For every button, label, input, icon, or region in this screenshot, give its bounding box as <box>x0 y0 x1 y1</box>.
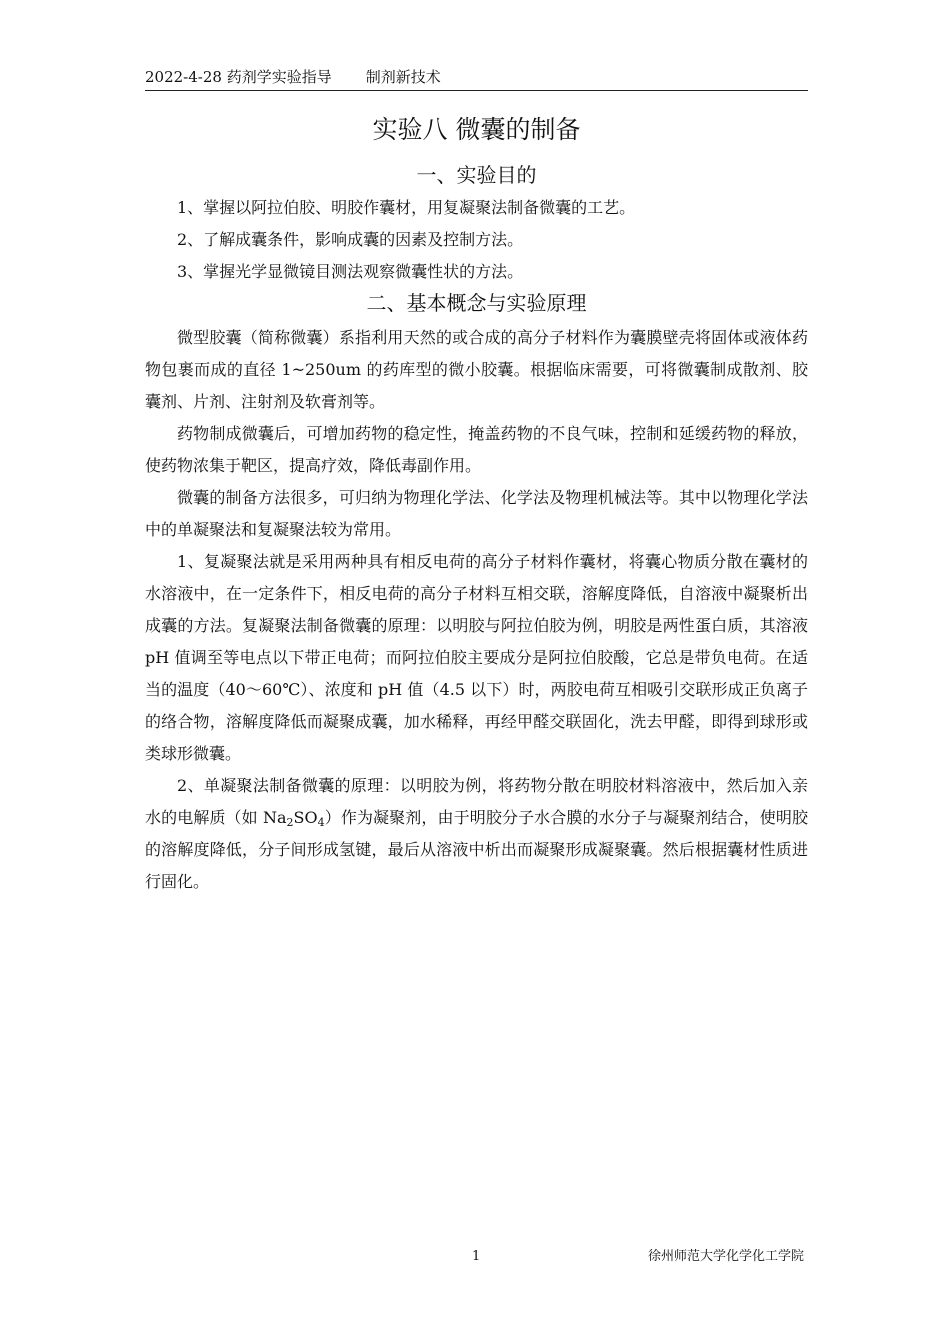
header-left: 2022-4-28 药剂学实验指导 <box>145 68 332 86</box>
footer-institution: 徐州师范大学化学化工学院 <box>647 1249 804 1264</box>
body-paragraph-simple-coacervation <box>145 770 808 898</box>
page-content <box>145 110 808 898</box>
objective-item: 3、掌握光学显微镜目测法观察微囊性状的方法。 <box>177 262 524 281</box>
section-heading-principles: 二、基本概念与实验原理 <box>366 291 587 315</box>
body-paragraph: 药物制成微囊后，可增加药物的稳定性，掩盖药物的不良气味，控制和延缓药物的释放，使药物浓集于靶区，提高疗效，降低毒副作用。 <box>145 424 808 475</box>
chem-formula-so: SO <box>293 808 318 827</box>
page-title: 实验八 微囊的制备 <box>372 115 581 144</box>
objective-item: 2、了解成囊条件，影响成囊的因素及控制方法。 <box>177 230 524 249</box>
p5-text-before: 2、单凝聚法制备微囊的原理：以明胶为例，将药物分散在明胶材料溶液中，然后加入亲水的电解质（如 <box>145 776 808 827</box>
section-heading-objectives: 一、实验目的 <box>416 163 537 187</box>
body-paragraph: 微型胶囊（简称微囊）系指利用天然的或合成的高分子材料作为囊膜壁壳将固体或液体药物包裹而成的直径 1~250um 的药库型的微小胶囊。根据临床需要，可将微囊制成散剂、胶囊剂、片剂、注射剂及软膏剂等。 <box>145 328 808 411</box>
objective-item: 1、掌握以阿拉伯胶、明胶作囊材，用复凝聚法制备微囊的工艺。 <box>177 198 636 217</box>
running-header <box>145 66 808 91</box>
chem-subscript: 2 <box>286 816 294 829</box>
p5-text-after: ）作为凝聚剂，由于明胶分子水合膜的水分子与凝聚剂结合，使明胶的溶解度降低，分子间形成氢键，最后从溶液中析出而凝聚形成凝聚囊。然后根据囊材性质进行固化。 <box>145 808 808 891</box>
chem-subscript: 4 <box>317 816 325 829</box>
chem-formula-na: Na <box>262 808 287 827</box>
body-paragraph: 1、复凝聚法就是采用两种具有相反电荷的高分子材料作囊材，将囊心物质分散在囊材的水溶液中，在一定条件下，相反电荷的高分子材料互相交联，溶解度降低，自溶液中凝聚析出成囊的方法。复凝聚法制备微囊的原理：以明胶与阿拉伯胶为例，明胶是两性蛋白质，其溶液 pH 值调至等电点以下带正电荷；而阿拉伯胶主要成分是阿拉伯胶酸，它总是带负电荷。在适当的温度（40～60℃）、浓度和 pH 值（4.5 以下）时，两胶电荷互相吸引交联形成正负离子的络合物，溶解度降低而凝聚成囊，加水稀释，再经甲醛交联固化，洗去甲醛，即得到球形或类球形微囊。 <box>145 552 808 763</box>
header-right: 制剂新技术 <box>365 68 441 86</box>
page-number: 1 <box>472 1249 481 1264</box>
body-paragraph: 微囊的制备方法很多，可归纳为物理化学法、化学法及物理机械法等。其中以物理化学法中的单凝聚法和复凝聚法较为常用。 <box>145 488 808 539</box>
